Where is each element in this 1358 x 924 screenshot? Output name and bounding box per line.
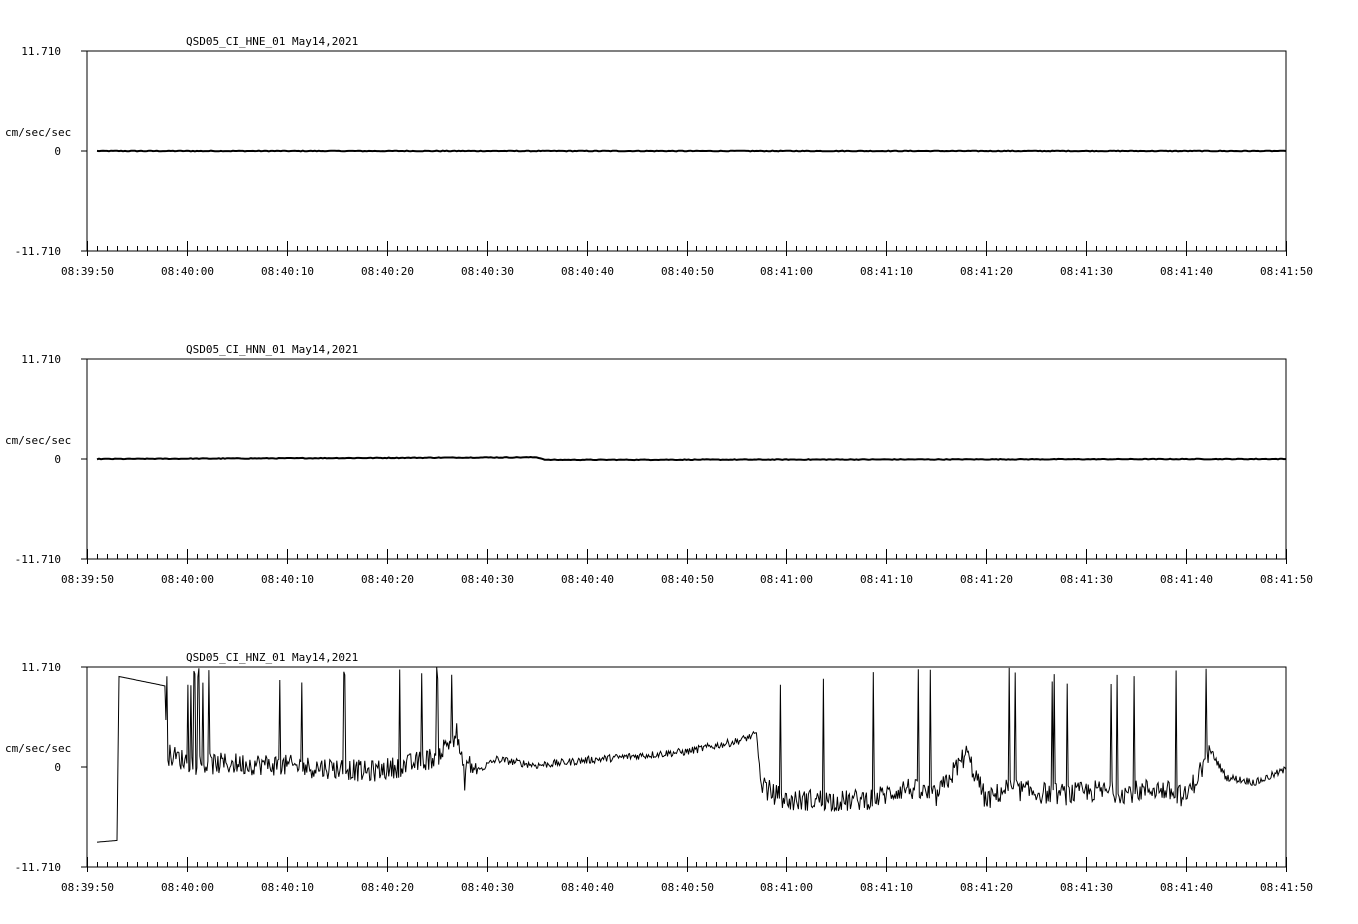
x-tick-label: 08:40:20	[361, 881, 414, 894]
x-tick-label: 08:40:20	[361, 265, 414, 278]
y-tick-label: 0	[54, 145, 61, 158]
x-tick-label: 08:39:50	[61, 881, 114, 894]
trace-line	[97, 667, 1286, 842]
x-tick-label: 08:41:40	[1160, 881, 1213, 894]
x-tick-label: 08:41:30	[1060, 881, 1113, 894]
y-tick-label: -11.710	[14, 861, 61, 874]
chart-title: QSD05_CI_HNN_01 May14,2021	[186, 343, 359, 356]
chart-panel-1	[5, 35, 1313, 278]
x-tick-label: 08:39:50	[61, 573, 114, 586]
x-tick-label: 08:40:10	[261, 573, 314, 586]
x-tick-label: 08:39:50	[61, 265, 114, 278]
y-tick-label: -11.710	[14, 553, 61, 566]
x-tick-label: 08:40:10	[261, 881, 314, 894]
x-tick-label: 08:41:30	[1060, 573, 1113, 586]
x-tick-label: 08:41:50	[1260, 881, 1313, 894]
y-tick-label: -11.710	[14, 245, 61, 258]
y-tick-label: 0	[54, 453, 61, 466]
y-tick-label: 11.710	[21, 45, 61, 58]
x-tick-label: 08:40:30	[461, 265, 514, 278]
y-tick-label: 0	[54, 761, 61, 774]
chart-panel-2	[5, 343, 1313, 586]
x-tick-label: 08:41:20	[960, 265, 1013, 278]
y-axis-label: cm/sec/sec	[5, 742, 72, 755]
x-tick-label: 08:41:40	[1160, 265, 1213, 278]
x-tick-label: 08:40:50	[661, 573, 714, 586]
x-tick-label: 08:41:50	[1260, 265, 1313, 278]
x-tick-label: 08:41:00	[760, 881, 813, 894]
x-tick-label: 08:41:10	[860, 265, 913, 278]
x-tick-label: 08:40:40	[561, 881, 614, 894]
chart-title: QSD05_CI_HNE_01 May14,2021	[186, 35, 359, 48]
x-tick-label: 08:40:50	[661, 881, 714, 894]
y-tick-label: 11.710	[21, 661, 61, 674]
x-tick-label: 08:40:20	[361, 573, 414, 586]
x-tick-label: 08:41:30	[1060, 265, 1113, 278]
x-tick-label: 08:41:10	[860, 881, 913, 894]
x-tick-label: 08:40:40	[561, 573, 614, 586]
trace-line	[97, 457, 1286, 460]
x-tick-label: 08:40:00	[161, 265, 214, 278]
chart-panel-3	[5, 651, 1313, 894]
y-tick-label: 11.710	[21, 353, 61, 366]
x-tick-label: 08:41:00	[760, 265, 813, 278]
trace-line	[97, 151, 1286, 152]
x-tick-label: 08:41:20	[960, 573, 1013, 586]
y-axis-label: cm/sec/sec	[5, 434, 72, 447]
x-tick-label: 08:41:10	[860, 573, 913, 586]
x-tick-label: 08:40:30	[461, 573, 514, 586]
x-tick-label: 08:40:50	[661, 265, 714, 278]
y-axis-label: cm/sec/sec	[5, 126, 72, 139]
plot-frame	[87, 667, 1286, 867]
x-tick-label: 08:40:00	[161, 881, 214, 894]
x-tick-label: 08:41:00	[760, 573, 813, 586]
x-tick-label: 08:40:10	[261, 265, 314, 278]
chart-title: QSD05_CI_HNZ_01 May14,2021	[186, 651, 359, 664]
x-tick-label: 08:40:00	[161, 573, 214, 586]
x-tick-label: 08:40:30	[461, 881, 514, 894]
x-tick-label: 08:41:40	[1160, 573, 1213, 586]
x-tick-label: 08:41:50	[1260, 573, 1313, 586]
x-tick-label: 08:41:20	[960, 881, 1013, 894]
x-tick-label: 08:40:40	[561, 265, 614, 278]
